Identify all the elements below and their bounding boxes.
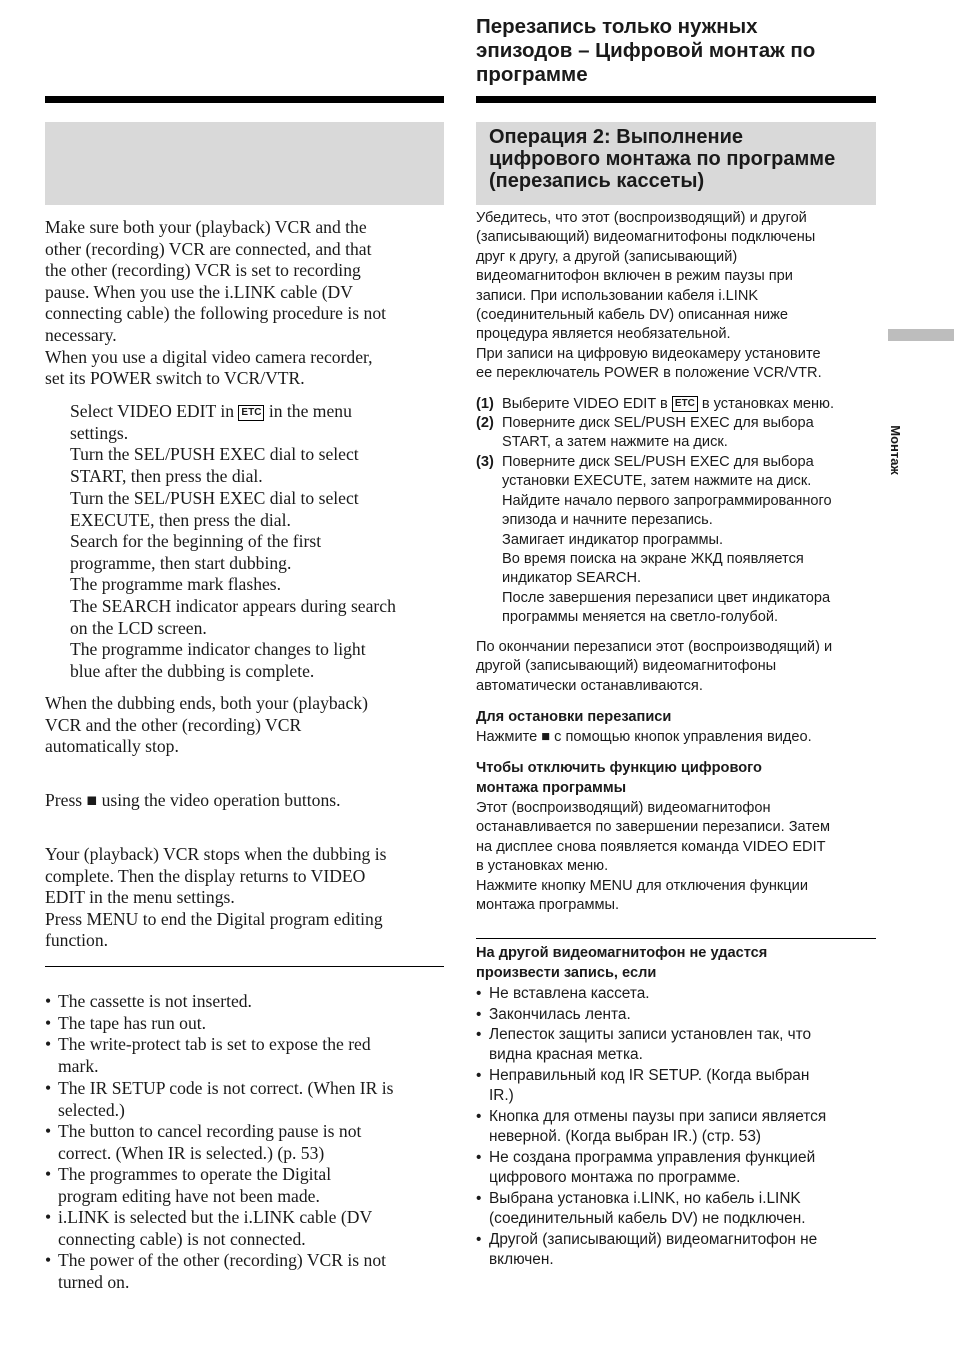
- etc-menu-icon: ETC: [672, 396, 698, 412]
- right-step-3: (3) Поверните диск SEL/PUSH EXEC для выбора установки EXECUTE, затем нажмите на диск. Найдите начало первого запрограммированного эпизода и начните перезапись. Замигает индикатор программы. Во время поиска на экране ЖКД появляется индикатор SEARCH. После завершения перезаписи цвет индикатора программы меняется на светло-голубой.: [476, 454, 832, 626]
- right-bullet: • Выбрана установка i.LINK, но кабель i.LINK (соединительный кабель DV) не подключен.: [476, 1190, 806, 1228]
- left-bullet: • The cassette is not inserted.: [45, 991, 252, 1011]
- right-bullet: • Кнопка для отмены паузы при записи является неверной. (Когда выбран IR.) (стр. 53): [476, 1108, 827, 1146]
- left-step-1: Select VIDEO EDIT in ETC in the menu settings.: [70, 401, 352, 443]
- left-divider: [45, 966, 444, 967]
- left-header-rule: [45, 96, 444, 103]
- right-step-1: (1) Выберите VIDEO EDIT в ETC в установках меню.: [476, 396, 835, 412]
- section-side-tab: [888, 329, 954, 341]
- right-divider: [476, 938, 876, 939]
- end-function-heading: Чтобы отключить функцию цифрового монтажа программы: [476, 760, 762, 797]
- left-intro: Make sure both your (playback) VCR and the other (recording) VCR are connected, and that the other (recording) VCR is set to recording pause. When you use the i.LINK cable (DV connecting cable) the following procedure is not necessary. When you use a digital video camera recorder, set its POWER switch to VCR/VTR.: [45, 217, 387, 389]
- fail-heading: На другой видеомагнитофон не удастся произвести запись, если: [476, 945, 768, 982]
- right-after-dubbing: По окончании перезаписи этот (воспроизводящий) и другой (записывающий) видеомагнитофоны автоматически останавливаются.: [476, 639, 833, 694]
- right-header-rule: [476, 96, 876, 103]
- stop-heading: Для остановки перезаписи: [476, 709, 672, 725]
- etc-menu-icon: ETC: [238, 405, 264, 421]
- page-title: Перезапись только нужных эпизодов – Цифровой монтаж по программе: [476, 15, 816, 86]
- right-stop-text: Нажмите ■ с помощью кнопок управления видео.: [476, 729, 812, 745]
- left-section-band: [45, 122, 444, 205]
- right-end-function: Этот (воспроизводящий) видеомагнитофон останавливается по завершении перезаписи. Затем на дисплее снова появляется команда VIDEO EDIT в установках меню. Нажмите кнопку MENU для отключения функции монтажа программы.: [476, 800, 830, 914]
- left-stop-text: Press ■ using the video operation buttons.: [45, 790, 341, 810]
- left-bullet: • The IR SETUP code is not correct. (When IR is selected.): [45, 1078, 394, 1120]
- left-bullet: • i.LINK is selected but the i.LINK cable (DV connecting cable) is not connected.: [45, 1207, 373, 1249]
- left-after-dubbing: When the dubbing ends, both your (playback) VCR and the other (recording) VCR automatically stop.: [45, 693, 368, 757]
- section-side-label: Монтаж: [888, 425, 903, 475]
- left-bullet: • The tape has run out.: [45, 1013, 207, 1033]
- right-intro: Убедитесь, что этот (воспроизводящий) и другой (записывающий) видеомагнитофоны подключены друг к другу, а другой (записывающий) видеомагнитофон включен в режим паузы при записи. При использовании кабеля i.LINK (соединительный кабель DV) описанная ниже процедура является необязательной. При записи на цифровую видеокамеру установите ее переключатель POWER в положение VCR/VTR.: [476, 210, 822, 382]
- left-end-function: Your (playback) VCR stops when the dubbing is complete. Then the display returns to VIDEO EDIT in the menu settings. Press MENU to end the Digital program editing function.: [45, 844, 387, 951]
- operation-heading: Операция 2: Выполнение цифрового монтажа по программе (перезапись кассеты): [489, 126, 836, 192]
- right-bullet: • Другой (записывающий) видеомагнитофон не включен.: [476, 1231, 818, 1269]
- right-bullet: • Не создана программа управления функцией цифрового монтажа по программе.: [476, 1149, 816, 1187]
- right-bullet: • Не вставлена кассета.: [476, 985, 650, 1002]
- right-step-2: (2) Поверните диск SEL/PUSH EXEC для выбора START, а затем нажмите на диск.: [476, 415, 814, 451]
- left-bullet: • The button to cancel recording pause is not correct. (When IR is selected.) (p. 53): [45, 1121, 362, 1163]
- left-step-2: Turn the SEL/PUSH EXEC dial to select START, then press the dial.: [70, 444, 359, 486]
- right-bullet: • Закончилась лента.: [476, 1006, 631, 1023]
- left-bullet: • The programmes to operate the Digital program editing have not been made.: [45, 1164, 332, 1206]
- right-bullet: • Неправильный код IR SETUP. (Когда выбран IR.): [476, 1067, 810, 1105]
- left-bullet: • The write-protect tab is set to expose the red mark.: [45, 1034, 371, 1076]
- left-step-3: Turn the SEL/PUSH EXEC dial to select EXECUTE, then press the dial. Search for the beginning of the first programme, then start dubbing. The programme mark flashes. The SEARCH indicator appears during search on the LCD screen. The programme indicator changes to light blue after the dubbing is complete.: [70, 488, 396, 681]
- left-bullet: • The power of the other (recording) VCR is not turned on.: [45, 1250, 387, 1292]
- right-bullet: • Лепесток защиты записи установлен так, что видна красная метка.: [476, 1026, 812, 1064]
